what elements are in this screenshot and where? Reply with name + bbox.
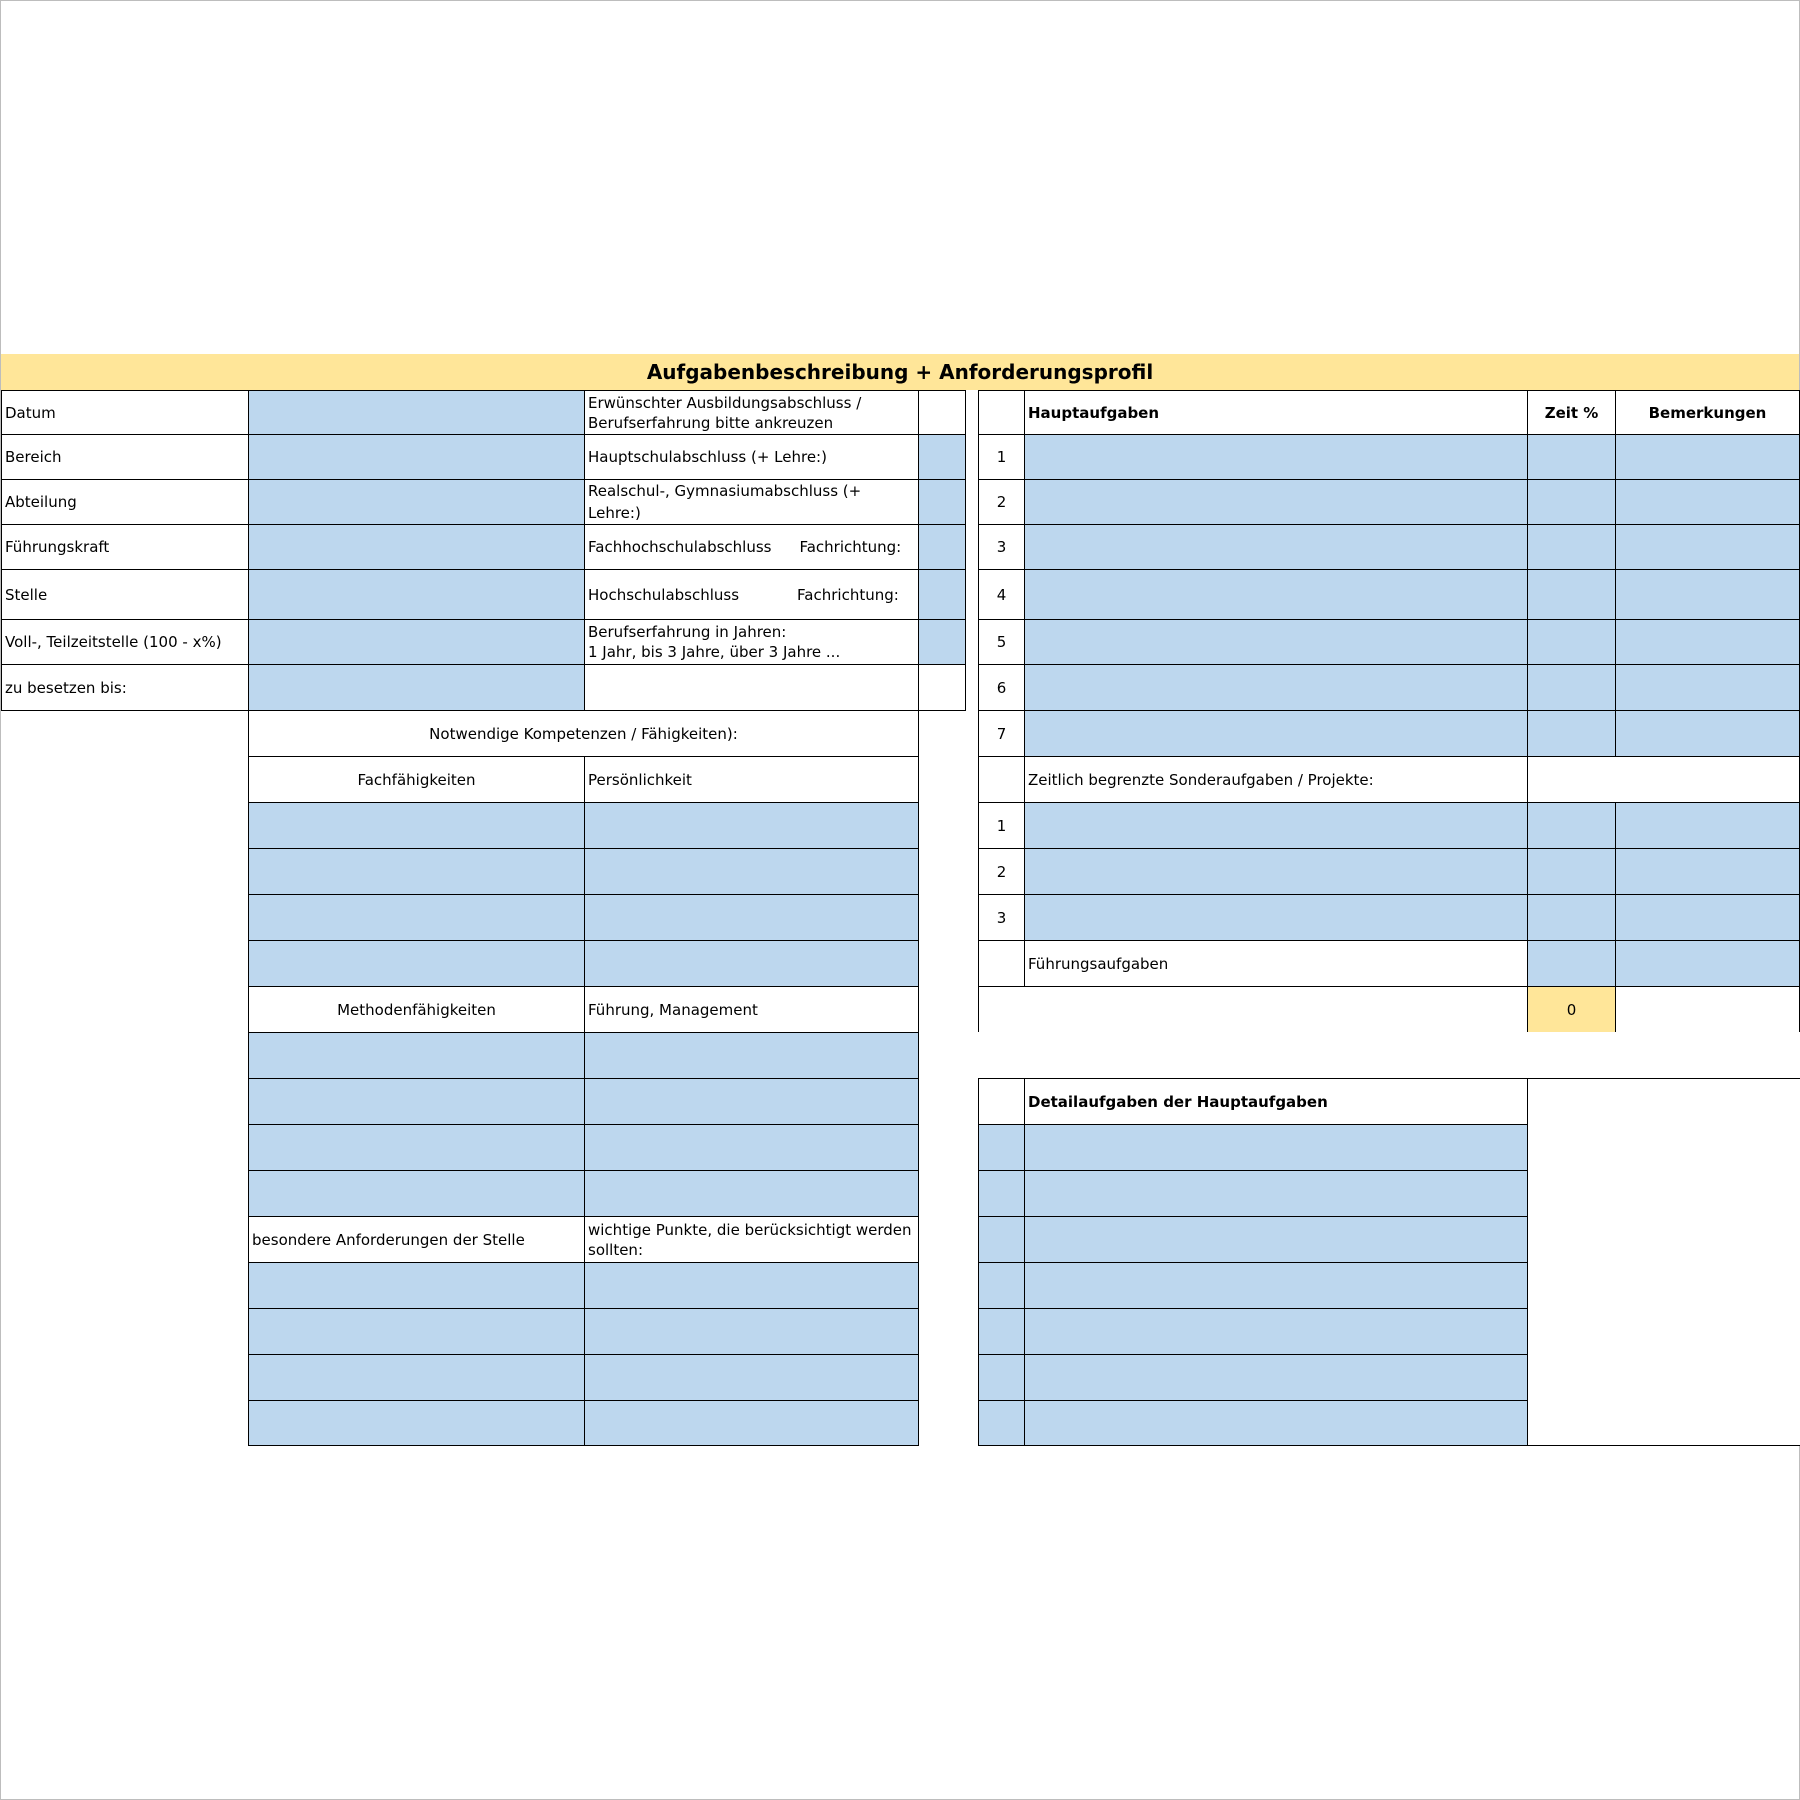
hauptaufgabe-input[interactable] (1024, 569, 1528, 620)
sonder-zeit-input[interactable] (1527, 894, 1616, 941)
zeit-input[interactable] (1527, 664, 1616, 711)
fachrichtung-label-1: Fachrichtung: (799, 538, 902, 556)
methoden-input-4[interactable] (248, 1170, 585, 1217)
form-title: Aufgabenbeschreibung + Anforderungsprofil (1, 354, 1799, 390)
zeit-sum: 0 (1527, 986, 1616, 1033)
methodenfaehigkeiten-header: Methodenfähigkeiten (248, 986, 585, 1033)
fuehrungsaufgaben-num (978, 940, 1025, 987)
sonder-input[interactable] (1024, 894, 1528, 941)
ausbildung-empty (584, 664, 919, 711)
input-bereich[interactable] (248, 434, 585, 480)
zeit-input[interactable] (1527, 569, 1616, 620)
zeit-input[interactable] (1527, 434, 1616, 480)
zeit-input[interactable] (1527, 710, 1616, 757)
besondere-anforderungen-header: besondere Anforderungen der Stelle (248, 1216, 585, 1263)
sonder-bemerkung-input[interactable] (1615, 848, 1800, 895)
detail-num-input[interactable] (978, 1354, 1025, 1401)
label-zu-besetzen: zu besetzen bis: (1, 664, 249, 711)
fach-input-1[interactable] (248, 802, 585, 849)
fuehrung-input-3[interactable] (584, 1124, 919, 1171)
fach-input-3[interactable] (248, 894, 585, 941)
detail-num-input[interactable] (978, 1170, 1025, 1217)
ausbildung-header: Erwünschter Ausbildungsabschluss / Berufserfahrung bitte ankreuzen (584, 390, 919, 435)
fuehrungsaufgaben-zeit-input[interactable] (1527, 940, 1616, 987)
sonder-number: 3 (978, 894, 1025, 941)
check-fachhochschule[interactable] (918, 524, 966, 570)
persoenlichkeit-input-4[interactable] (584, 940, 919, 987)
hauptaufgaben-header: Hauptaufgaben (1024, 390, 1528, 435)
bemerkung-input[interactable] (1615, 434, 1800, 480)
hauptaufgabe-number: 7 (978, 710, 1025, 757)
input-stelle[interactable] (248, 569, 585, 620)
fuehrung-input-1[interactable] (584, 1032, 919, 1079)
hauptaufgabe-input[interactable] (1024, 664, 1528, 711)
fuehrung-management-header: Führung, Management (584, 986, 919, 1033)
hauptaufgabe-input[interactable] (1024, 710, 1528, 757)
zeit-input[interactable] (1527, 479, 1616, 525)
ausbildung-header-check (918, 390, 966, 435)
sonder-input[interactable] (1024, 848, 1528, 895)
ausbildung-hochschule (584, 569, 919, 620)
detail-input[interactable] (1024, 1216, 1528, 1263)
label-fuehrungskraft: Führungskraft (1, 524, 249, 570)
hauptaufgabe-number: 3 (978, 524, 1025, 570)
detail-num-input[interactable] (978, 1308, 1025, 1355)
wichtige-punkte-header: wichtige Punkte, die berücksichtigt werden sollten: (584, 1216, 919, 1263)
bemerkung-input[interactable] (1615, 524, 1800, 570)
detail-side-area (1527, 1078, 1800, 1446)
sonder-zeit-input[interactable] (1527, 848, 1616, 895)
detail-input[interactable] (1024, 1400, 1528, 1446)
input-teilzeit[interactable] (248, 619, 585, 665)
persoenlichkeit-input-2[interactable] (584, 848, 919, 895)
fuehrungsaufgaben-label: Führungsaufgaben (1024, 940, 1528, 987)
sonder-number: 2 (978, 848, 1025, 895)
sum-row-spacer (978, 986, 1528, 1033)
input-abteilung[interactable] (248, 479, 585, 525)
ausbildung-berufserfahrung: Berufserfahrung in Jahren: 1 Jahr, bis 3 Jahre, über 3 Jahre ... (584, 619, 919, 665)
hauptaufgabe-number: 2 (978, 479, 1025, 525)
sonder-bemerkung-input[interactable] (1615, 802, 1800, 849)
hauptaufgabe-input[interactable] (1024, 619, 1528, 665)
detailaufgaben-header: Detailaufgaben der Hauptaufgaben (1024, 1078, 1528, 1125)
hauptaufgabe-number: 4 (978, 569, 1025, 620)
methoden-input-2[interactable] (248, 1078, 585, 1125)
ausbildung-hauptschule: Hauptschulabschluss (+ Lehre:) (584, 434, 919, 480)
detail-num-input[interactable] (978, 1400, 1025, 1446)
label-datum: Datum (1, 390, 249, 435)
label-teilzeit: Voll-, Teilzeitstelle (100 - x%) (1, 619, 249, 665)
besondere-input-3[interactable] (248, 1354, 585, 1401)
ausbildung-fachhochschule (584, 524, 919, 570)
sonder-num-header (978, 756, 1025, 803)
detail-input[interactable] (1024, 1308, 1528, 1355)
sonder-header-spacer (1527, 756, 1800, 803)
sonder-bemerkung-input[interactable] (1615, 894, 1800, 941)
zeit-header: Zeit % (1527, 390, 1616, 435)
hauptaufgabe-input[interactable] (1024, 479, 1528, 525)
label-stelle: Stelle (1, 569, 249, 620)
check-hochschule[interactable] (918, 569, 966, 620)
wichtige-input-1[interactable] (584, 1262, 919, 1309)
wichtige-input-4[interactable] (584, 1400, 919, 1446)
fachhochschule-label: Fachhochschulabschluss (588, 538, 772, 556)
hauptaufgabe-number: 1 (978, 434, 1025, 480)
hauptaufgabe-number: 6 (978, 664, 1025, 711)
zeit-input[interactable] (1527, 619, 1616, 665)
sonder-zeit-input[interactable] (1527, 802, 1616, 849)
methoden-input-1[interactable] (248, 1032, 585, 1079)
fachrichtung-label-2: Fachrichtung: (797, 585, 899, 604)
fach-input-4[interactable] (248, 940, 585, 987)
input-zu-besetzen[interactable] (248, 664, 585, 711)
bemerkung-input[interactable] (1615, 569, 1800, 620)
fuehrung-input-4[interactable] (584, 1170, 919, 1217)
hauptaufgabe-number: 5 (978, 619, 1025, 665)
bemerkung-input[interactable] (1615, 479, 1800, 525)
input-datum[interactable] (248, 390, 585, 435)
sonder-input[interactable] (1024, 802, 1528, 849)
detail-num-input[interactable] (978, 1124, 1025, 1171)
wichtige-input-3[interactable] (584, 1354, 919, 1401)
bemerkung-input[interactable] (1615, 710, 1800, 757)
detail-input[interactable] (1024, 1124, 1528, 1171)
check-realschule[interactable] (918, 479, 966, 525)
hauptaufgabe-input[interactable] (1024, 434, 1528, 480)
detail-num-input[interactable] (978, 1216, 1025, 1263)
persoenlichkeit-input-3[interactable] (584, 894, 919, 941)
gap-row (978, 1032, 1800, 1079)
sonder-number: 1 (978, 802, 1025, 849)
methoden-input-3[interactable] (248, 1124, 585, 1171)
hochschule-label: Hochschulabschluss (588, 585, 740, 604)
label-bereich: Bereich (1, 434, 249, 480)
fuehrungsaufgaben-bemerkung-input[interactable] (1615, 940, 1800, 987)
fach-input-2[interactable] (248, 848, 585, 895)
persoenlichkeit-input-1[interactable] (584, 802, 919, 849)
persoenlichkeit-header: Persönlichkeit (584, 756, 919, 803)
ausbildung-empty-check (918, 664, 966, 711)
ausbildung-realschule: Realschul-, Gymnasiumabschluss (+ Lehre:) (584, 479, 919, 525)
detail-input[interactable] (1024, 1262, 1528, 1309)
kompetenzen-header: Notwendige Kompetenzen / Fähigkeiten): (248, 710, 919, 757)
detail-input[interactable] (1024, 1170, 1528, 1217)
label-abteilung: Abteilung (1, 479, 249, 525)
check-hauptschule[interactable] (918, 434, 966, 480)
besondere-input-2[interactable] (248, 1308, 585, 1355)
zeit-input[interactable] (1527, 524, 1616, 570)
detail-input[interactable] (1024, 1354, 1528, 1401)
wichtige-input-2[interactable] (584, 1308, 919, 1355)
bemerkungen-header: Bemerkungen (1615, 390, 1800, 435)
bemerkung-input[interactable] (1615, 664, 1800, 711)
hauptaufgaben-num-header (978, 390, 1025, 435)
bemerkung-input[interactable] (1615, 619, 1800, 665)
fuehrung-input-2[interactable] (584, 1078, 919, 1125)
detail-num-header (978, 1078, 1025, 1125)
detail-num-input[interactable] (978, 1262, 1025, 1309)
hauptaufgabe-input[interactable] (1024, 524, 1528, 570)
input-fuehrungskraft[interactable] (248, 524, 585, 570)
besondere-input-4[interactable] (248, 1400, 585, 1446)
fachfaehigkeiten-header: Fachfähigkeiten (248, 756, 585, 803)
besondere-input-1[interactable] (248, 1262, 585, 1309)
sonderaufgaben-header: Zeitlich begrenzte Sonderaufgaben / Projekte: (1024, 756, 1528, 803)
check-berufserfahrung[interactable] (918, 619, 966, 665)
sum-row-end (1615, 986, 1800, 1033)
